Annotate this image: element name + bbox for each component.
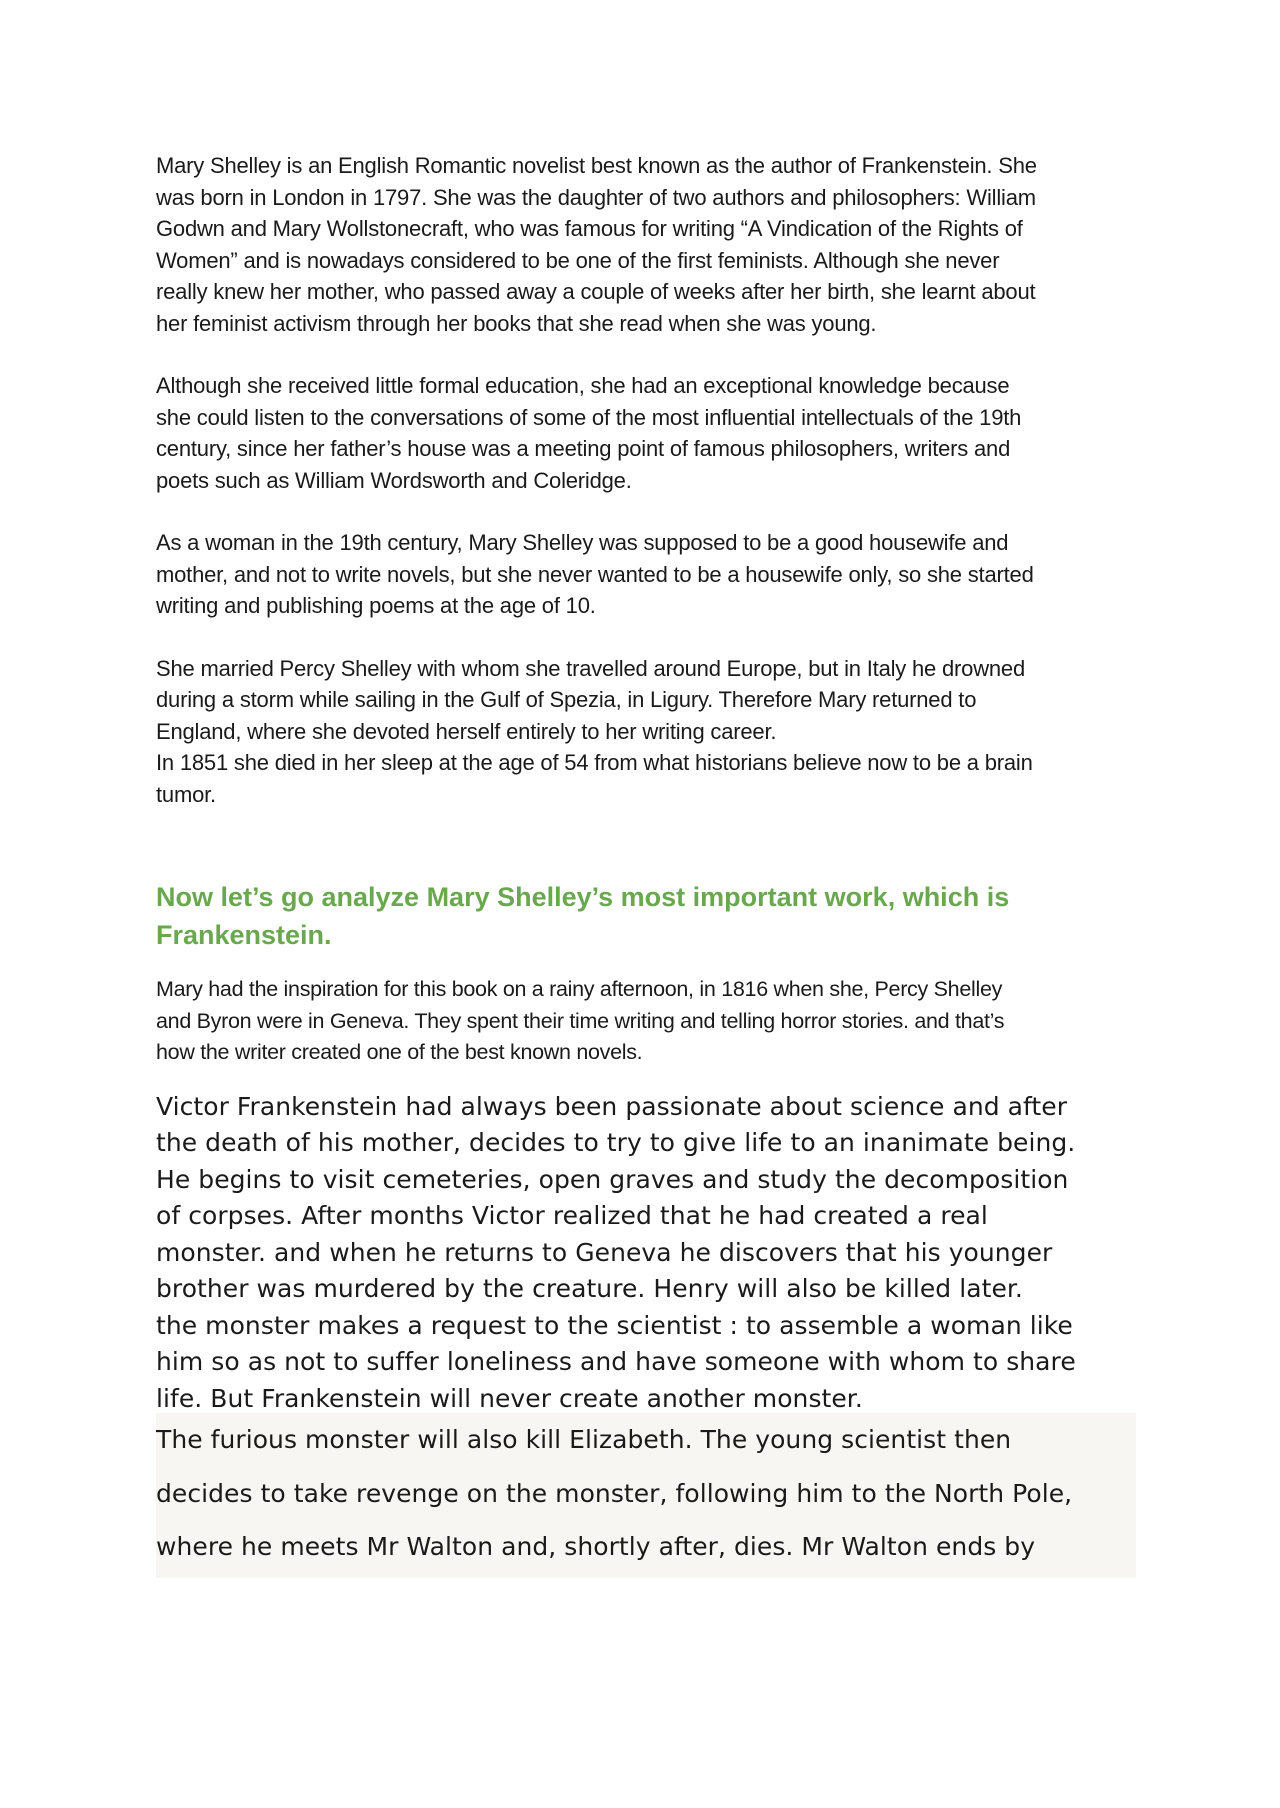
text-line: of corpses. After months Victor realized that he had created a real bbox=[156, 1201, 988, 1230]
text-line: England, where she devoted herself entirely to her writing career. bbox=[156, 718, 777, 744]
text-line: how the writer created one of the best known novels. bbox=[156, 1040, 643, 1064]
text-line: tumor. bbox=[156, 781, 216, 807]
text-line: where he meets Mr Walton and, shortly after, dies. Mr Walton ends by bbox=[156, 1532, 1036, 1561]
bio-paragraph-2 bbox=[156, 370, 1136, 496]
text-line: mother, and not to write novels, but she never wanted to be a housewife only, so she started bbox=[156, 561, 1034, 587]
text-line: Women” and is nowadays considered to be one of the first feminists. Although she never bbox=[156, 247, 1000, 273]
text-line: brother was murdered by the creature. Henry will also be killed later. bbox=[156, 1274, 1023, 1303]
text-line: she could listen to the conversations of some of the most influential intellectuals of the 19th bbox=[156, 404, 1022, 430]
text-line: poets such as William Wordsworth and Coleridge. bbox=[156, 467, 632, 493]
bio-paragraph-1 bbox=[156, 150, 1136, 339]
text-line: As a woman in the 19th century, Mary Shelley was supposed to be a good housewife and bbox=[156, 530, 1009, 555]
story-shaded-block bbox=[156, 1413, 1136, 1578]
text-line: decides to take revenge on the monster, following him to the North Pole, bbox=[156, 1478, 1073, 1508]
text-line: In 1851 she died in her sleep at the age of 54 from what historians believe now to be a brain bbox=[156, 750, 1033, 775]
heading-line: Frankenstein. bbox=[156, 920, 332, 950]
bio-paragraph-4 bbox=[156, 653, 1136, 811]
text-line: her feminist activism through her books that she read when she was young. bbox=[156, 310, 877, 336]
text-line: the monster makes a request to the scientist : to assemble a woman like bbox=[156, 1310, 1073, 1340]
text-line: Mary Shelley is an English Romantic novelist best known as the author of Frankenstein. She bbox=[156, 153, 1037, 178]
inspiration-paragraph bbox=[156, 974, 1136, 1069]
text-line: the death of his mother, decides to try to give life to an inanimate being. bbox=[156, 1128, 1076, 1157]
text-line: during a storm while sailing in the Gulf of Spezia, in Ligury. Therefore Mary returned to bbox=[156, 687, 977, 712]
text-line: She married Percy Shelley with whom she travelled around Europe, but in Italy he drowned bbox=[156, 655, 1025, 681]
text-line: monster. and when he returns to Geneva he discovers that his younger bbox=[156, 1237, 1053, 1267]
text-line: The furious monster will also kill Elizabeth. The young scientist then bbox=[156, 1425, 1012, 1454]
text-line: Victor Frankenstein had always been passionate about science and after bbox=[156, 1091, 1068, 1121]
page-content bbox=[156, 150, 1136, 1578]
text-line: He begins to visit cemeteries, open graves and study the decomposition bbox=[156, 1164, 1069, 1194]
text-line: century, since her father’s house was a meeting point of famous philosophers, writers and bbox=[156, 436, 1011, 461]
text-line: writing and publishing poems at the age of 10. bbox=[156, 593, 596, 618]
text-line: Mary had the inspiration for this book on a rainy afternoon, in 1816 when she, Percy Shelley bbox=[156, 977, 1003, 1001]
story-paragraph bbox=[156, 1089, 1136, 1418]
text-line: was born in London in 1797. She was the daughter of two authors and philosophers: William bbox=[156, 184, 1036, 210]
text-line: and Byron were in Geneva. They spent their time writing and telling horror stories. and that’s bbox=[156, 1008, 1005, 1033]
text-line: him so as not to suffer loneliness and have someone with whom to share bbox=[156, 1347, 1076, 1376]
text-line: Godwn and Mary Wollstonecraft, who was famous for writing “A Vindication of the Rights of bbox=[156, 216, 1023, 241]
text-line: really knew her mother, who passed away a couple of weeks after her birth, she learnt about bbox=[156, 279, 1036, 304]
text-line: Although she received little formal education, she had an exceptional knowledge because bbox=[156, 373, 1010, 398]
text-line: life. But Frankenstein will never create another monster. bbox=[156, 1383, 863, 1413]
section-heading bbox=[156, 878, 1136, 954]
heading-line: Now let’s go analyze Mary Shelley’s most important work, which is bbox=[156, 882, 1010, 912]
bio-paragraph-3 bbox=[156, 527, 1136, 622]
